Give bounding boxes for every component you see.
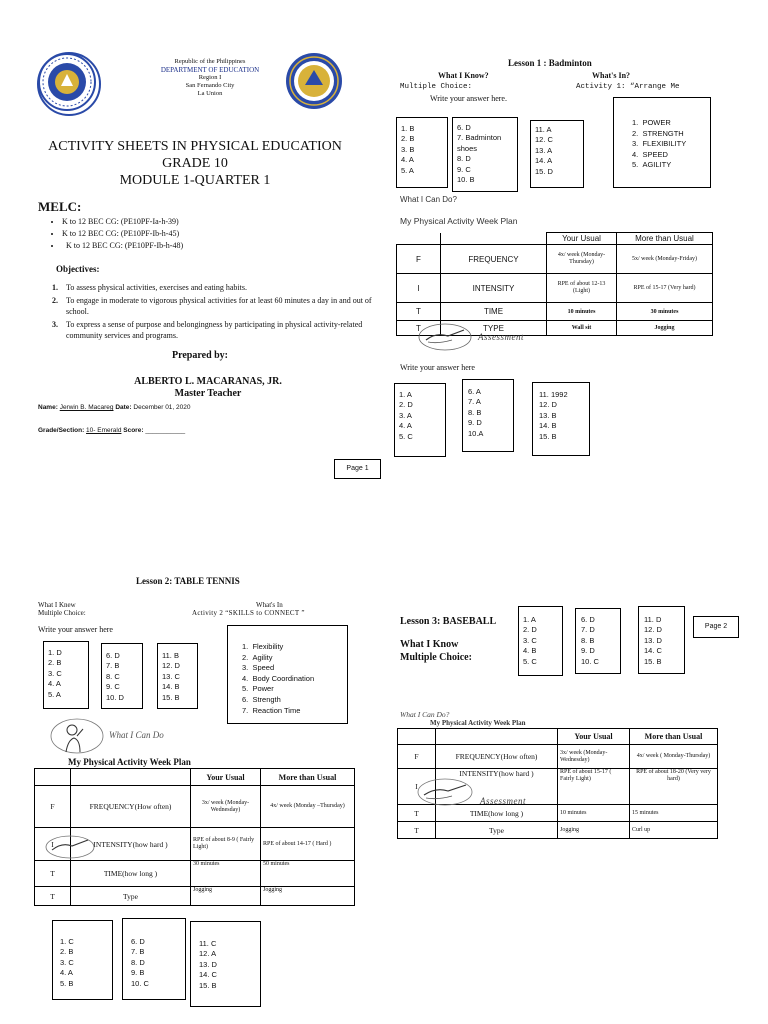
student-date: December 01, 2020: [133, 404, 191, 411]
lesson1-assessment-label: Assessment: [478, 332, 524, 342]
lesson2-week-plan-title: My Physical Activity Week Plan: [68, 757, 191, 767]
answer-item: 4. A: [48, 679, 61, 689]
answer-item: 13. C: [162, 671, 180, 681]
lesson2-whats-in: What's In: [256, 601, 283, 609]
lesson1-assess-col3: [532, 382, 590, 456]
author-block: [118, 376, 298, 400]
answer-item: 4. A: [401, 155, 414, 165]
objective-item: 1. To assess physical activities, exercises and eating habits.: [52, 283, 247, 292]
lesson2-skills-box: [227, 625, 348, 724]
skill-item: 7. Reaction Time: [242, 705, 301, 715]
grade-section-line: Grade/Section: 10- Emerald Score: ___________: [38, 427, 186, 434]
answer-item: 3. A: [399, 410, 412, 420]
lesson1-write-answer2: Write your answer here: [400, 363, 475, 372]
objective-item: 3. To express a sense of purpose and belongingness by participating in physical activity-related community services and programs.: [52, 320, 363, 340]
lesson3-what-can-do: What I Can Do?: [400, 710, 450, 719]
header-more-than-usual: More than Usual: [630, 729, 718, 745]
lesson2-answers-col3: [157, 643, 198, 709]
answer-item: 6. D: [457, 123, 471, 132]
region-line: Region I: [198, 74, 222, 81]
lesson2-write-answer: Write your answer here: [38, 625, 113, 634]
hand-writing-icon: [418, 322, 473, 352]
objectives-label: Objectives:: [56, 264, 100, 274]
answer-item: 6. D: [106, 651, 120, 660]
answer-item: 15. B: [162, 692, 180, 702]
melc-list: [52, 216, 183, 252]
answer-item: 10.A: [468, 428, 484, 438]
answer-item: 9. C: [457, 164, 471, 174]
answer-item: 1. B: [401, 124, 415, 133]
answer-item: 14. A: [535, 156, 553, 166]
answer-item: 1. C: [60, 937, 74, 946]
lesson1-write-answer: Write your answer here.: [430, 94, 507, 103]
answer-item: 10. C: [131, 978, 149, 988]
skill-item: 2. Agility: [242, 652, 273, 662]
header-more-than-usual: More than Usual: [261, 769, 355, 786]
answer-item: 11. B: [162, 651, 179, 660]
lesson1-activity: Activity 1: “Arrange Me: [576, 83, 680, 91]
header-more-than-usual: More than Usual: [617, 233, 713, 245]
answer-item: 8. B: [468, 407, 482, 417]
department-line: DEPARTMENT OF EDUCATION: [160, 66, 260, 74]
answer-item: 9. D: [581, 646, 595, 656]
answer-item: 2. B: [60, 947, 74, 957]
score-blank: ___________: [145, 427, 186, 434]
lesson1-multiple-choice: Multiple Choice:: [400, 83, 473, 91]
lesson1-assess-col1: [394, 383, 446, 457]
lesson3-answers-col1: [518, 606, 563, 676]
header-your-usual: Your Usual: [191, 769, 261, 786]
header-your-usual: Your Usual: [547, 233, 617, 245]
hand-writing-icon: [416, 777, 474, 807]
objectives-list: [52, 282, 372, 341]
grade-section: 10- Emerald: [86, 427, 122, 434]
lesson1-answers-col1: [396, 117, 448, 188]
melc-label: MELC:: [38, 199, 82, 214]
table-row: T TIME(how long ) 30 minutes 50 minutes: [35, 861, 355, 887]
answer-item: 5. A: [48, 689, 61, 699]
answer-item: 15. B: [539, 431, 557, 441]
answer-item: 7. B: [131, 947, 145, 957]
answer-item: 6. A: [468, 387, 481, 396]
answer-item: 14. C: [199, 970, 217, 980]
lesson3-answers-col3: [638, 606, 685, 674]
answer-item: 12. D: [162, 661, 180, 671]
answer-item: 7. B: [106, 661, 120, 671]
skill-item: 6. Strength: [242, 694, 281, 704]
deped-seal-left: [37, 52, 101, 116]
answer-item: 11. D: [644, 615, 662, 624]
answer-item: 11. C: [199, 939, 217, 948]
thinking-person-icon: [50, 718, 104, 754]
answer-item: 15. B: [644, 656, 662, 666]
answer-item: 11. 1992: [539, 390, 568, 399]
arrange-item: 5. AGILITY: [632, 160, 672, 170]
table-header-row: [397, 233, 713, 245]
melc-item: • K to 12 BEC CG: (PE10PF-Ib-h-45): [62, 228, 183, 240]
answer-item: 1. A: [399, 390, 412, 399]
skill-item: 3. Speed: [242, 663, 275, 673]
answer-item: 2. B: [48, 658, 62, 668]
answer-item: 10. D: [106, 692, 124, 702]
answer-item: 8. C: [106, 671, 120, 681]
student-name-line: Name: Jerwin B. Macareg Date: December 01, 2020: [38, 404, 191, 411]
lesson2-multiple-choice: Multiple Choice:: [38, 609, 86, 617]
answer-item: 12. A: [199, 949, 217, 959]
answer-item: 14. B: [162, 682, 180, 692]
answer-item: 13. D: [644, 635, 662, 645]
title-line1: ACTIVITY SHEETS IN PHYSICAL EDUCATION: [48, 139, 342, 154]
answer-item: 9. B: [131, 968, 145, 978]
table-row: T Type Jogging Jogging: [35, 887, 355, 906]
answer-item: 8. B: [581, 635, 595, 645]
page-2-label: Page 2: [693, 616, 739, 638]
lesson2-assess-col1: [52, 920, 113, 1000]
table-row: T Type Jogging Curl up: [398, 822, 718, 839]
lesson3-assessment-label: Assessment: [480, 796, 526, 806]
lesson2-answers-col2: [101, 643, 143, 709]
lesson2-what-i-knew: What I Knew: [38, 601, 76, 609]
author-name: ALBERTO L. MACARANAS, JR.: [134, 376, 282, 387]
answer-item: 5. C: [523, 656, 537, 666]
prepared-label: Prepared by:: [172, 350, 229, 361]
melc-item: • K to 12 BEC CG: (PE10PF-Ia-h-39): [62, 216, 183, 228]
lesson1-what-can-do: What I Can Do?: [400, 195, 457, 204]
page-1-label: Page 1: [334, 459, 381, 479]
answer-item: 7. Badminton: [457, 133, 502, 143]
answer-item: 12. C: [535, 135, 553, 145]
answer-item: 3. C: [48, 668, 62, 678]
deped-seal-right: [285, 52, 343, 110]
answer-item: 4. B: [523, 646, 537, 656]
lesson1-whats-in: What's In?: [592, 71, 631, 80]
answer-item: 2. B: [401, 134, 415, 144]
table-row: I INTENSITY RPE of about 12-13 (Light) RPE of 15-17 (Very hard): [397, 274, 713, 303]
answer-item: 13. A: [535, 145, 553, 155]
answer-item: 13. D: [199, 959, 217, 969]
lesson1-week-plan-table: [396, 232, 713, 336]
answer-item: 5. A: [401, 165, 414, 175]
lesson1-arrange-box: [613, 97, 711, 188]
agency-header: [150, 58, 270, 98]
answer-item: 6. D: [581, 615, 595, 624]
author-role: Master Teacher: [174, 388, 242, 399]
table-row: T TIME(how long ) 10 minutes 15 minutes: [398, 805, 718, 822]
lesson3-week-plan-title: My Physical Activity Week Plan: [430, 719, 526, 727]
header-your-usual: Your Usual: [558, 729, 630, 745]
answer-item: 4. A: [399, 421, 412, 431]
answer-item: 3. B: [401, 144, 415, 154]
answer-item: 6. D: [131, 937, 145, 946]
lesson3-header: [400, 638, 472, 664]
lesson1-answers-col2: [452, 117, 518, 192]
answer-item: 9. D: [468, 418, 482, 428]
lesson3-answers-col2: [575, 608, 621, 674]
student-name: Jerwin B. Macareg: [59, 404, 114, 411]
answer-item: 2. D: [523, 625, 537, 635]
lesson1-what-i-know: What I Know?: [438, 71, 489, 80]
page1-title: [20, 138, 370, 189]
melc-item: • K to 12 BEC CG: (PE10PF-Ib-h-48): [62, 240, 183, 252]
title-line3: MODULE 1-QUARTER 1: [119, 173, 271, 188]
title-line2: GRADE 10: [162, 156, 228, 171]
answer-item: 1. D: [48, 648, 62, 657]
answer-item: 12. D: [644, 625, 662, 635]
table-header-row: [398, 729, 718, 745]
answer-item: 4. A: [60, 968, 73, 978]
table-row: F FREQUENCY(How often) 3x/ week (Monday-Wednesday) 4x/ week (Monday –Thursday): [35, 786, 355, 828]
answer-item: 12. D: [539, 400, 557, 410]
skill-item: 1. Flexibility: [242, 642, 284, 651]
lesson2-what-can-do: What I Can Do: [109, 730, 164, 740]
answer-item: 2. D: [399, 400, 413, 410]
answer-item: 15. D: [535, 166, 553, 176]
province-line: La Union: [197, 90, 223, 97]
answer-item: 7. D: [581, 625, 595, 635]
lesson1-week-plan-title: My Physical Activity Week Plan: [400, 216, 518, 226]
lesson2-answers-col1: [43, 641, 89, 709]
lesson2-title: Lesson 2: TABLE TENNIS: [136, 576, 240, 586]
table-row: T TIME 10 minutes 30 minutes: [397, 303, 713, 321]
lesson2-assess-col3: [190, 921, 261, 1007]
table-header-row: [35, 769, 355, 786]
answer-item: 1. A: [523, 615, 536, 624]
lesson2-activity: Activity 2 “SKILLS to CONNECT ”: [192, 609, 305, 617]
lesson1-title: Lesson 1 : Badminton: [508, 58, 592, 68]
table-row: I INTENSITY(how hard ) RPE of about 15-17 ( Fairly Light) RPE of about 18-20 (Very very hard): [398, 769, 718, 805]
lesson2-assess-col2: [122, 918, 186, 1000]
answer-item: 7. A: [468, 397, 481, 407]
table-row: F FREQUENCY 4x/ week (Monday-Thursday) 5x/ week (Monday-Friday): [397, 245, 713, 274]
hand-writing-icon: [44, 834, 96, 860]
skill-item: 5. Power: [242, 684, 274, 694]
answer-item: 8. D: [131, 957, 145, 967]
arrange-item: 3. FLEXIBILITY: [632, 139, 687, 149]
answer-item: 14. B: [539, 421, 557, 431]
answer-item: 10. B: [457, 175, 475, 185]
lesson3-multiple-choice: Multiple Choice:: [400, 652, 472, 663]
table-row: I INTENSITY(how hard ) RPE of about 8-9 ( Fairly Light) RPE of about 14-17 ( Hard ): [35, 828, 355, 861]
lesson3-what-i-know: What I Know: [400, 639, 459, 650]
answer-item: 5. C: [399, 431, 413, 441]
answer-item: 14. C: [644, 646, 662, 656]
arrange-item: 2. STRENGTH: [632, 128, 684, 138]
answer-item: 5. B: [60, 978, 74, 988]
answer-item: 9. C: [106, 682, 120, 692]
answer-item: 3. C: [60, 957, 74, 967]
answer-item: 15. B: [199, 980, 217, 990]
answer-item: 11. A: [535, 125, 552, 134]
city-line: San Fernando City: [185, 82, 235, 89]
skill-item: 4. Body Coordination: [242, 673, 315, 683]
lesson1-answers-col3: [530, 120, 584, 188]
objective-item: 2. To engage in moderate to vigorous physical activities for at least 60 minutes a day in and out of school.: [52, 296, 372, 316]
answer-item: 3. C: [523, 635, 537, 645]
answer-item: 8. D: [457, 154, 471, 164]
lesson3-title: Lesson 3: BASEBALL: [400, 616, 497, 627]
republic-line: Republic of the Philippines: [174, 58, 246, 65]
arrange-item: 1. POWER: [632, 118, 671, 127]
answer-item: shoes: [457, 143, 478, 153]
answer-item: 10. C: [581, 656, 599, 666]
arrange-item: 4. SPEED: [632, 149, 668, 159]
table-row: T TYPE Wall sit Jogging: [397, 321, 713, 336]
table-row: F FREQUENCY(How often) 3x/ week (Monday-Wednesday) 4x/ week ( Monday-Thursday): [398, 745, 718, 769]
lesson1-assess-col2: [462, 379, 514, 452]
answer-item: 13. B: [539, 410, 557, 420]
